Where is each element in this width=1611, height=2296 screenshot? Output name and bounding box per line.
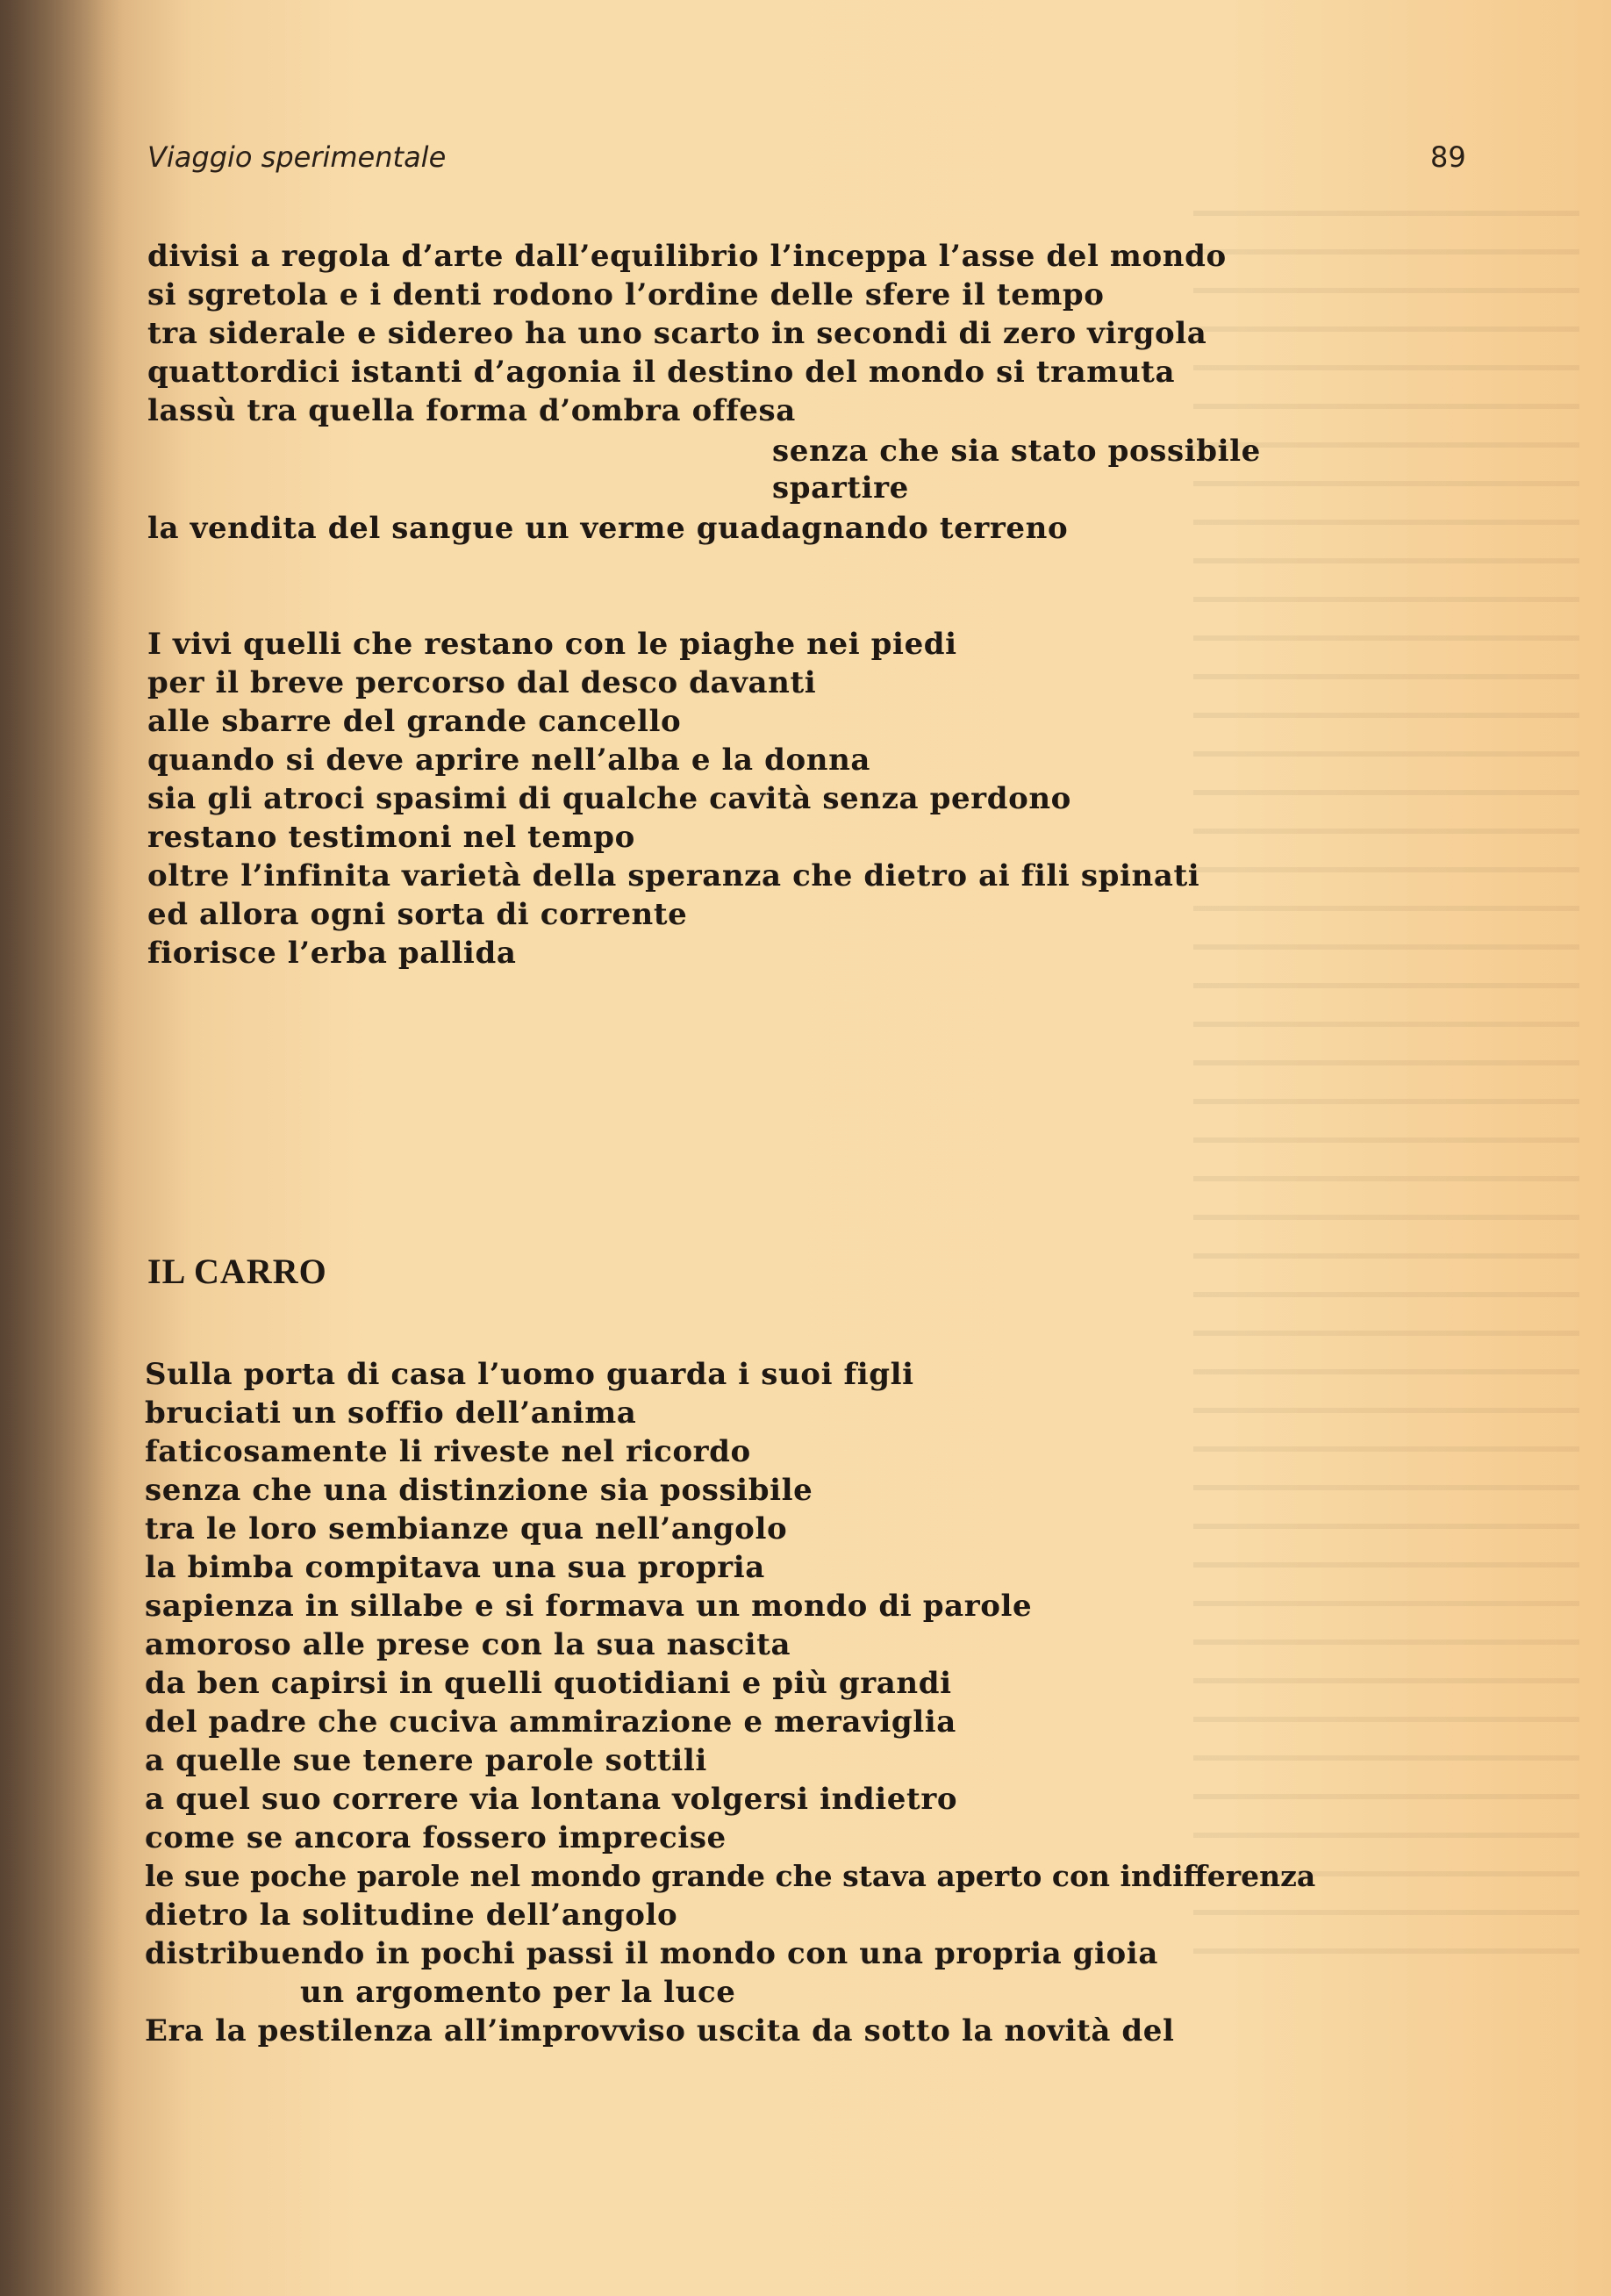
show-through-texture bbox=[1193, 211, 1579, 1966]
poem1-line: spartire bbox=[772, 470, 909, 506]
poem3-line: a quelle sue tenere parole sottili bbox=[145, 1743, 707, 1778]
poem3-line: sapienza in sillabe e si formava un mondo di parole bbox=[145, 1589, 1033, 1624]
poem2-line: I vivi quelli che restano con le piaghe nei piedi bbox=[147, 627, 957, 662]
poem2-line: alle sbarre del grande cancello bbox=[147, 704, 682, 739]
poem3-line: Sulla porta di casa l’uomo guarda i suoi figli bbox=[145, 1357, 914, 1392]
poem3-line: la bimba compitava una sua propria bbox=[145, 1550, 765, 1585]
poem3-line: bruciati un soffio dell’anima bbox=[145, 1396, 637, 1431]
poem2-line: sia gli atroci spasimi di qualche cavità senza perdono bbox=[147, 781, 1071, 816]
poem2-line: quando si deve aprire nell’alba e la donna bbox=[147, 743, 871, 778]
poem2-line: oltre l’infinita varietà della speranza che dietro ai fili spinati bbox=[147, 858, 1200, 893]
poem3-line: tra le loro sembianze qua nell’angolo bbox=[145, 1511, 788, 1546]
poem1-line: senza che sia stato possibile bbox=[772, 434, 1261, 469]
poem2-line: ed allora ogni sorta di corrente bbox=[147, 897, 688, 932]
poem3-line: amoroso alle prese con la sua nascita bbox=[145, 1627, 791, 1662]
poem2-line: per il breve percorso dal desco davanti bbox=[147, 665, 817, 700]
poem3-line: del padre che cuciva ammirazione e meraviglia bbox=[145, 1704, 956, 1740]
poem1-line: tra siderale e sidereo ha uno scarto in secondi di zero virgola bbox=[147, 316, 1207, 351]
poem1-line: quattordici istanti d’agonia il destino del mondo si tramuta bbox=[147, 355, 1176, 390]
section-title: IL CARRO bbox=[147, 1252, 327, 1291]
binding-shadow bbox=[0, 0, 123, 2296]
poem1-line: lassù tra quella forma d’ombra offesa bbox=[147, 393, 796, 428]
poem1-line: divisi a regola d’arte dall’equilibrio l’inceppa l’asse del mondo bbox=[147, 239, 1227, 274]
poem3-line: da ben capirsi in quelli quotidiani e più grandi bbox=[145, 1666, 952, 1701]
poem3-line: le sue poche parole nel mondo grande che stava aperto con indifferenza bbox=[145, 1859, 1316, 1893]
poem3-line: come se ancora fossero imprecise bbox=[145, 1820, 727, 1855]
poem3-line: senza che una distinzione sia possibile bbox=[145, 1473, 813, 1508]
poem2-line: fiorisce l’erba pallida bbox=[147, 936, 517, 971]
poem3-line: un argomento per la luce bbox=[300, 1975, 736, 2010]
poem3-line: faticosamente li riveste nel ricordo bbox=[145, 1434, 751, 1469]
page-number: 89 bbox=[1430, 140, 1466, 174]
poem1-line: la vendita del sangue un verme guadagnando terreno bbox=[147, 511, 1069, 546]
poem3-line: a quel suo correre via lontana volgersi indietro bbox=[145, 1782, 958, 1817]
poem3-line: Era la pestilenza all’improvviso uscita da sotto la novità del bbox=[145, 2013, 1175, 2048]
poem3-line: dietro la solitudine dell’angolo bbox=[145, 1898, 678, 1933]
poem2-line: restano testimoni nel tempo bbox=[147, 820, 635, 855]
poem1-line: si sgretola e i denti rodono l’ordine delle sfere il tempo bbox=[147, 277, 1105, 312]
poem3-line: distribuendo in pochi passi il mondo con una propria gioia bbox=[145, 1936, 1158, 1971]
running-title: Viaggio sperimentale bbox=[147, 140, 447, 174]
